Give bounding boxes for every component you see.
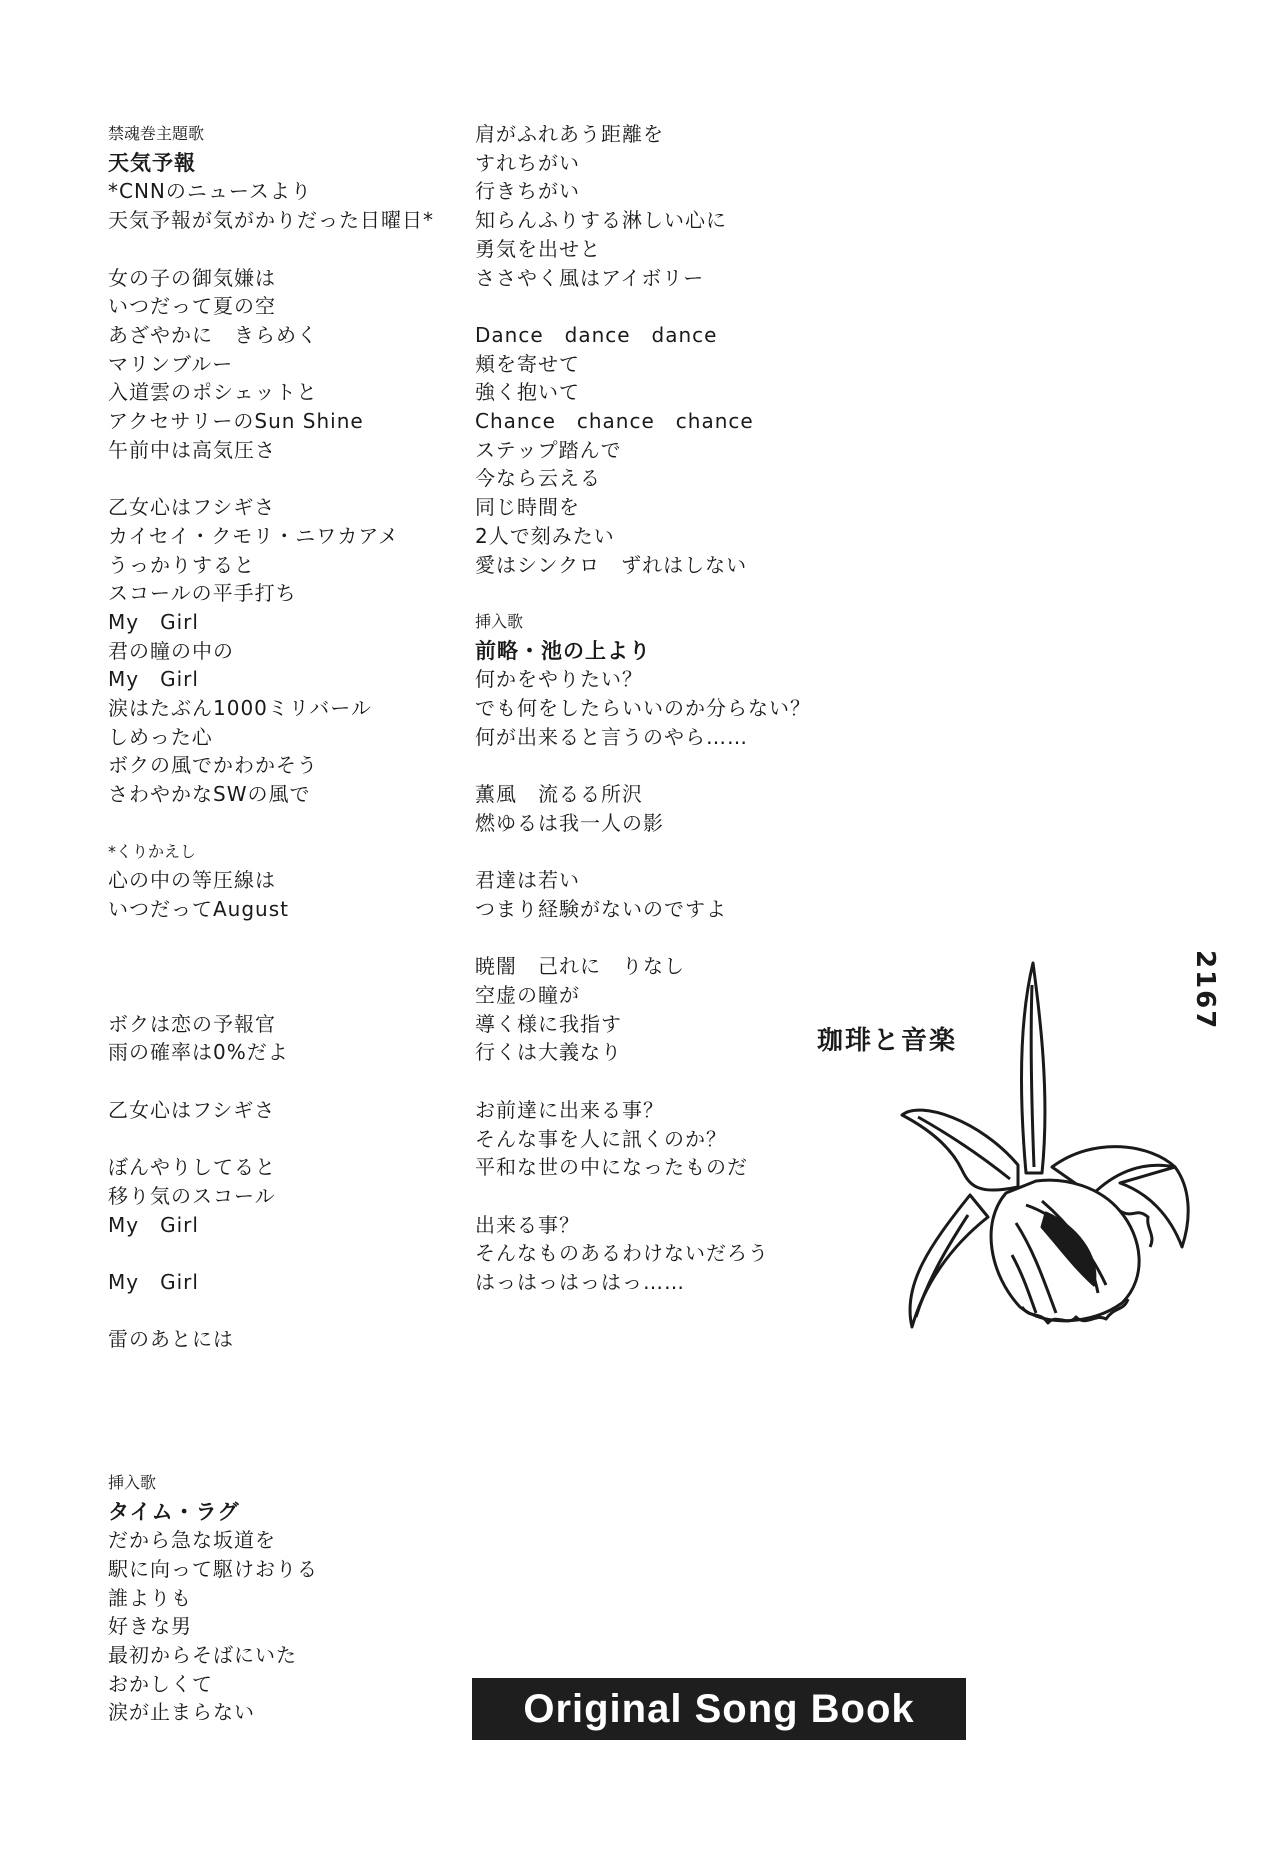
lyric-line: そんな事を人に訊くのか？ [475, 1126, 727, 1151]
lyric-line: つまり経験がないのですよ [475, 896, 727, 921]
lyric-line: そんなものあるわけないだろう [475, 1241, 769, 1266]
lyric-line: 勇気を出せと [475, 236, 601, 261]
lyric-line: 薫風 流るる所沢 [475, 782, 643, 807]
lyric-line: 平和な世の中になったものだ [475, 1155, 748, 1180]
illustration-caption: 珈琲と音楽 [817, 1026, 958, 1056]
lyric-line: 愛はシンクロ ずれはしない [475, 552, 748, 577]
lyric-line: 移り気のスコール [108, 1183, 276, 1208]
lyric-line: 君の瞳の中の [108, 638, 234, 663]
page-number: 2167 [1190, 950, 1220, 1031]
lyric-line: カイセイ・クモリ・ニワカアメ [108, 523, 399, 548]
lyric-line: ボクは恋の予報官 [108, 1011, 276, 1036]
lyric-line: 雨の確率は0%だよ [108, 1040, 289, 1065]
lyric-line: 導く様に我指す [475, 1011, 622, 1036]
lyric-line: *CNNのニュースより [108, 179, 312, 204]
lyric-line: ささやく風はアイボリー [475, 265, 705, 290]
lyric-line: アクセサリーのSun Shine [108, 409, 364, 434]
lyric-line: 午前中は高気圧さ [108, 437, 276, 462]
lyric-line: 暁闇 己れに りなし [475, 954, 685, 979]
right-lyrics-column [475, 120, 855, 1297]
lyric-line: My Girl [108, 1212, 199, 1237]
lyric-line: 2人で刻みたい [475, 523, 615, 548]
repeat-note: *くりかえし [108, 841, 197, 861]
lyric-line: ステップ踏んで [475, 437, 622, 462]
lyric-line: うっかりすると [108, 552, 255, 577]
lyric-line: 行きちがい [475, 179, 580, 204]
lyric-line: 行くは大義なり [475, 1040, 622, 1065]
lyric-line: 乙女心はフシギさ [108, 495, 276, 520]
song-title: 天気予報 [108, 150, 196, 175]
lyric-line: 燃ゆるは我一人の影 [475, 810, 664, 835]
lyric-line: スコールの平手打ち [108, 581, 297, 606]
lyric-line: 駅に向って駆けおりる [108, 1556, 318, 1581]
lyric-line: ぼんやりしてると [108, 1155, 276, 1180]
lyric-line: 涙が止まらない [108, 1700, 255, 1725]
lyric-line: 最初からそばにいた [108, 1643, 297, 1668]
lyric-line: 頬を寄せて [475, 351, 580, 376]
lyric-line: さわやかなSWの風で [108, 782, 311, 807]
lyric-line: いつだってAugust [108, 896, 289, 921]
lyric-line: 同じ時間を [475, 495, 580, 520]
song-title: 前略・池の上より [475, 638, 651, 663]
lyric-line: だから急な坂道を [108, 1528, 276, 1553]
lyric-line: はっはっはっはっ…… [475, 1270, 685, 1295]
lyric-line: 好きな男 [108, 1614, 192, 1639]
lyric-line: すれちがい [475, 150, 580, 175]
song-heading: 挿入歌 [108, 1472, 157, 1492]
lyric-line: My Girl [108, 609, 199, 634]
lyric-line: Dance dance dance [475, 322, 718, 347]
lyric-line: 強く抱いて [475, 380, 580, 405]
left-lyrics-column [108, 120, 468, 1727]
lyric-line: Chance chance chance [475, 409, 754, 434]
lyric-line: あざやかに きらめく [108, 322, 318, 347]
lyric-line: 今なら云える [475, 466, 601, 491]
lyric-line: いつだって夏の空 [108, 294, 276, 319]
lyric-line: 女の子の御気嫌は [108, 265, 276, 290]
song-title: タイム・ラグ [108, 1499, 240, 1524]
lyric-line: My Girl [108, 1269, 199, 1294]
lyric-line: でも何をしたらいいのか分らない？ [475, 696, 811, 721]
lyric-line: お前達に出来る事？ [475, 1097, 664, 1122]
lyric-line: 天気予報が気がかりだった日曜日* [108, 208, 434, 233]
lyric-line: 入道雲のポシェットと [108, 380, 318, 405]
lyric-line: 乙女心はフシギさ [108, 1097, 276, 1122]
song-heading: 禁魂巻主題歌 [108, 124, 205, 143]
lyric-line: マリンブルー [108, 351, 234, 376]
lyric-line: 出来る事？ [475, 1212, 580, 1237]
lyric-line: 何かをやりたい？ [475, 667, 643, 692]
lyric-line: 君達は若い [475, 868, 580, 893]
lyric-line: My Girl [108, 667, 199, 692]
lyric-line: おかしくて [108, 1671, 213, 1696]
orchid-flower-illustration [830, 955, 1210, 1335]
lyric-line: しめった心 [108, 724, 213, 749]
lyric-line: 知らんふりする淋しい心に [475, 208, 727, 233]
lyric-line: 空虚の瞳が [475, 983, 580, 1008]
book-title-banner: Original Song Book [472, 1678, 966, 1740]
lyric-line: 肩がふれあう距離を [475, 122, 664, 146]
lyric-line: ボクの風でかわかそう [108, 753, 318, 778]
lyric-line: 何が出来ると言うのやら…… [475, 724, 748, 749]
lyric-line: 涙はたぶん1000ミリバール [108, 696, 372, 721]
lyric-line: 誰よりも [108, 1585, 192, 1610]
lyric-line: 心の中の等圧線は [108, 868, 276, 893]
song-heading: 挿入歌 [475, 611, 524, 631]
lyric-line: 雷のあとには [108, 1327, 234, 1352]
